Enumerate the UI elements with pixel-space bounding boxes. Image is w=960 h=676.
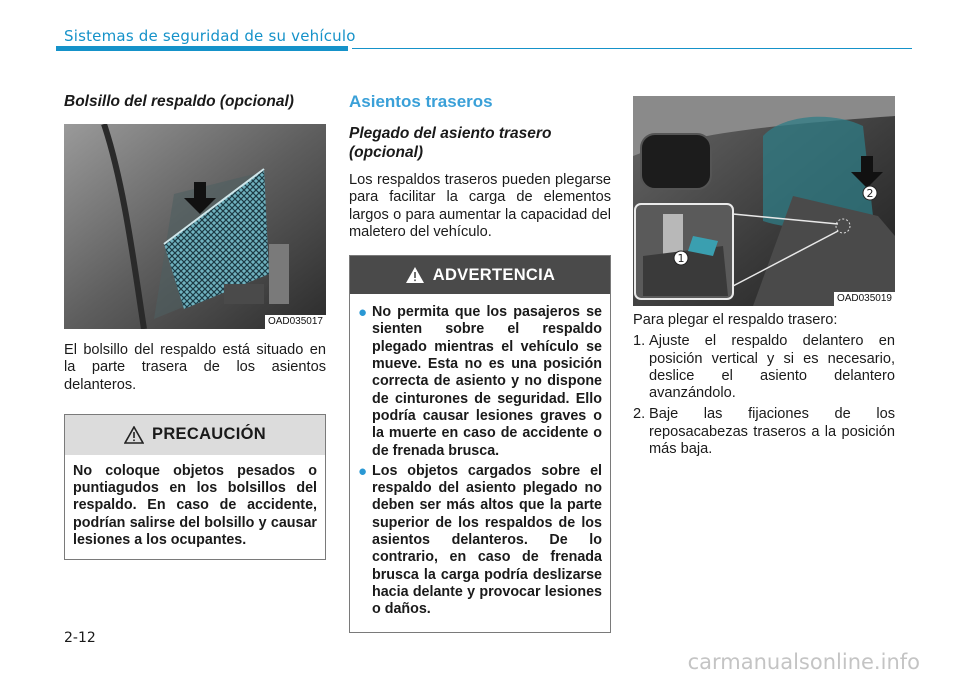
- step-number: 1.: [633, 333, 646, 350]
- image-code: OAD035019: [834, 292, 895, 306]
- warning-item-text: Los objetos cargados sobre el respaldo del asiento plegado no deben ser más altos que la parte superior de los respaldos de los asientos delanteros. De lo contrario, en caso de frenada brusca la carga podría deslizarse hacia delante y provocar lesiones o daños.: [372, 462, 602, 618]
- section-header-title: Sistemas de seguridad de su vehículo: [64, 27, 356, 45]
- watermark: carmanualsonline.info: [687, 650, 920, 674]
- rear-seats-heading: Asientos traseros: [349, 92, 493, 111]
- warning-triangle-icon: [405, 266, 425, 284]
- bullet-dot-icon: ●: [358, 462, 368, 480]
- seatback-pocket-photo: [64, 124, 326, 329]
- step-text: Baje las fijaciones de los reposacabezas traseros a la posición más baja.: [649, 406, 895, 458]
- warning-header: [350, 256, 610, 294]
- rear-seat-photo: [633, 96, 895, 306]
- step-text: Ajuste el respaldo delantero en posición vertical y si es necesario, deslice el asiento delantero avanzándolo.: [649, 333, 895, 402]
- warning-item: [358, 304, 602, 460]
- warning-box: [349, 255, 611, 632]
- caution-title: PRECAUCIÓN: [152, 425, 266, 444]
- column-rear-seats: [349, 92, 611, 633]
- caution-header: [65, 415, 325, 455]
- folding-intro: Para plegar el respaldo trasero:: [633, 312, 838, 328]
- seatback-pocket-paragraph: El bolsillo del respaldo está situado en la parte trasera de los asientos delanteros.: [64, 342, 326, 393]
- callout-1-label: 1: [677, 252, 685, 265]
- header-rule-thick: [56, 46, 348, 51]
- warning-title: ADVERTENCIA: [432, 265, 556, 284]
- column-seatback-pocket: [64, 92, 326, 560]
- seatback-pocket-heading: Bolsillo del respaldo (opcional): [64, 93, 294, 110]
- warning-item-text: No permita que los pasajeros se sienten sobre el respaldo plegado mientras el vehículo se mueve. Esta no es una posición correcta de asiento y no dispone de cinturones de seguridad. Ello podría causar lesiones graves o la muerte en caso de accidente o de frenada brusca.: [372, 304, 602, 459]
- folding-subheading: Plegado del asiento trasero (opcional): [349, 125, 552, 161]
- caution-box: [64, 414, 326, 560]
- folding-steps-list: [633, 333, 895, 458]
- step-number: 2.: [633, 406, 646, 423]
- page-number: 2-12: [64, 630, 96, 646]
- column-folding-steps: [633, 92, 895, 462]
- warning-body: [350, 294, 610, 631]
- caution-text: No coloque objetos pesados o puntiagudos en los bolsillos del respaldo. En caso de accidente, podrían salirse del bolsillo y causar lesiones a los ocupantes.: [73, 462, 317, 549]
- folding-step: [633, 406, 895, 458]
- callout-2-label: 2: [866, 187, 874, 200]
- warning-triangle-icon: [124, 426, 144, 444]
- header-rule-thin: [352, 48, 912, 49]
- rear-seats-paragraph: Los respaldos traseros pueden plegarse para facilitar la carga de elementos largos o para aumentar la capacidad del maletero del vehículo.: [349, 172, 611, 240]
- folding-step: [633, 333, 895, 402]
- rear-seat-illustration: [633, 96, 895, 306]
- warning-item: [358, 463, 602, 619]
- image-code: OAD035017: [265, 315, 326, 329]
- seatback-pocket-illustration: [64, 124, 326, 329]
- bullet-dot-icon: ●: [358, 304, 368, 322]
